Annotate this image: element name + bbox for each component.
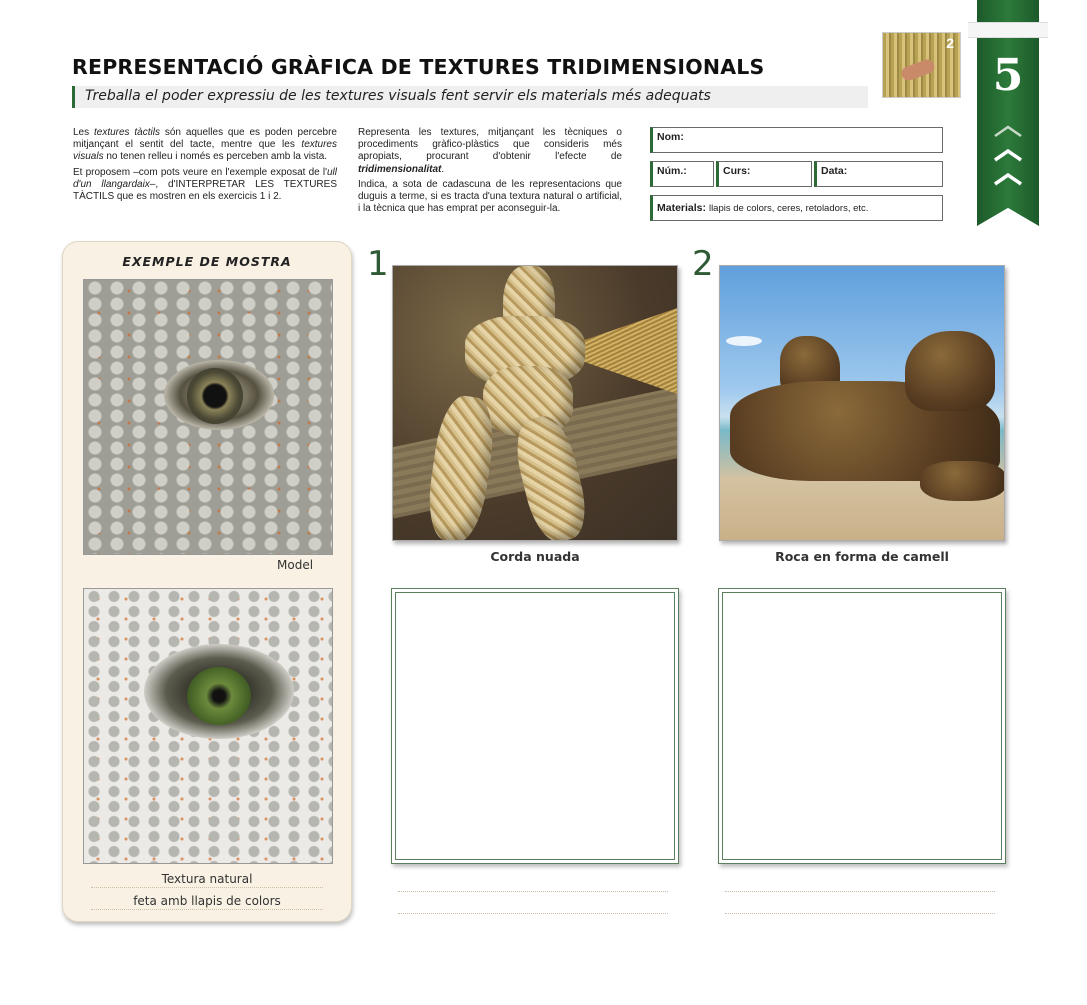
drawing-area-2[interactable]: [718, 588, 1006, 864]
answer-line[interactable]: [398, 891, 668, 892]
name-label: Nom:: [657, 131, 684, 143]
intro-paragraph: Et proposem –com pots veure en l'exemple exposat de l'ull d'un llangardaix–, d'INTERPRETAR LES TEXTURES TÀCTILS que es mostren en els exercicis 1 i 2.: [73, 166, 337, 203]
page-subtitle: Treballa el poder expressiu de les textures visuals fent servir els materials més adequats: [85, 88, 711, 104]
answer-line[interactable]: [398, 913, 668, 914]
sample-title: EXEMPLE DE MOSTRA: [122, 254, 292, 269]
unit-number: 5: [992, 50, 1024, 101]
chevron-up-icon: [993, 124, 1023, 138]
name-field[interactable]: [650, 127, 943, 153]
foreground-rock: [920, 461, 1005, 501]
subtitle-bar: [72, 86, 868, 108]
intro-paragraph: Representa les textures, mitjançant les tècniques o procediments gràfico-plàstics que consideris més apropiats, procurant d'obtenir l'efecte de tridimensionalitat.: [358, 127, 622, 175]
cloud: [726, 336, 762, 346]
course-label: Curs:: [723, 165, 751, 177]
materials-label: Materials:: [657, 202, 707, 214]
sample-panel: [62, 241, 352, 922]
intro-paragraph: Les textures tàctils són aquelles que es poden percebre mitjançant el sentit del tacte, mentre que les textures visuals no tenen relleu i només es perceben amb la vista.: [73, 127, 337, 163]
rope-strand: [423, 393, 499, 541]
answer-line[interactable]: [725, 913, 995, 914]
dotted-line: [91, 909, 323, 910]
answer-line[interactable]: [725, 891, 995, 892]
sample-caption-line1: Textura natural: [161, 872, 253, 886]
iguana-eye-photo: [83, 279, 333, 555]
eye-iris: [187, 667, 251, 725]
intro-paragraph: Indica, a sota de cadascuna de les representacions que duguis a terme, si es tracta d'una textura natural o artificial, i la tècnica que has emprat per aconseguir-la.: [358, 178, 622, 215]
camel-hump-rock: [905, 331, 995, 411]
exercise-2-caption: Roca en forma de camell: [775, 549, 949, 564]
drawing-area-inner-frame: [722, 592, 1002, 860]
page-title: REPRESENTACIÓ GRÀFICA DE TEXTURES TRIDIMENSIONALS: [72, 55, 765, 79]
intro-column-2: [358, 127, 622, 218]
unit-thumbnail-image: [882, 32, 961, 98]
chevron-up-icon: [993, 148, 1023, 162]
materials-value: llapis de colors, ceres, retoladors, etc.: [708, 203, 869, 214]
number-field[interactable]: [650, 161, 714, 187]
drawing-area-1[interactable]: [391, 588, 679, 864]
iguana-eye-drawing: [83, 588, 333, 864]
course-field[interactable]: [716, 161, 812, 187]
date-field[interactable]: [814, 161, 943, 187]
thumbnail-number: 2: [946, 35, 954, 51]
chevron-up-icon: [993, 172, 1023, 186]
model-caption: Model: [277, 558, 314, 572]
eye-iris: [187, 368, 243, 424]
hand-image: [900, 58, 937, 83]
number-label: Núm.:: [657, 165, 687, 177]
exercise-1-caption: Corda nuada: [490, 549, 580, 564]
exercise-number: 2: [692, 244, 714, 284]
drawing-area-inner-frame: [395, 592, 675, 860]
intro-column-1: [73, 127, 337, 206]
materials-field: [650, 195, 943, 221]
ribbon-band: [968, 22, 1048, 38]
dotted-line: [91, 887, 323, 888]
camel-rock-photo: [719, 265, 1005, 541]
sample-caption-line2: feta amb llapis de colors: [133, 894, 281, 908]
date-label: Data:: [821, 165, 848, 177]
exercise-number: 1: [367, 244, 389, 284]
rope-knot-photo: [392, 265, 678, 541]
